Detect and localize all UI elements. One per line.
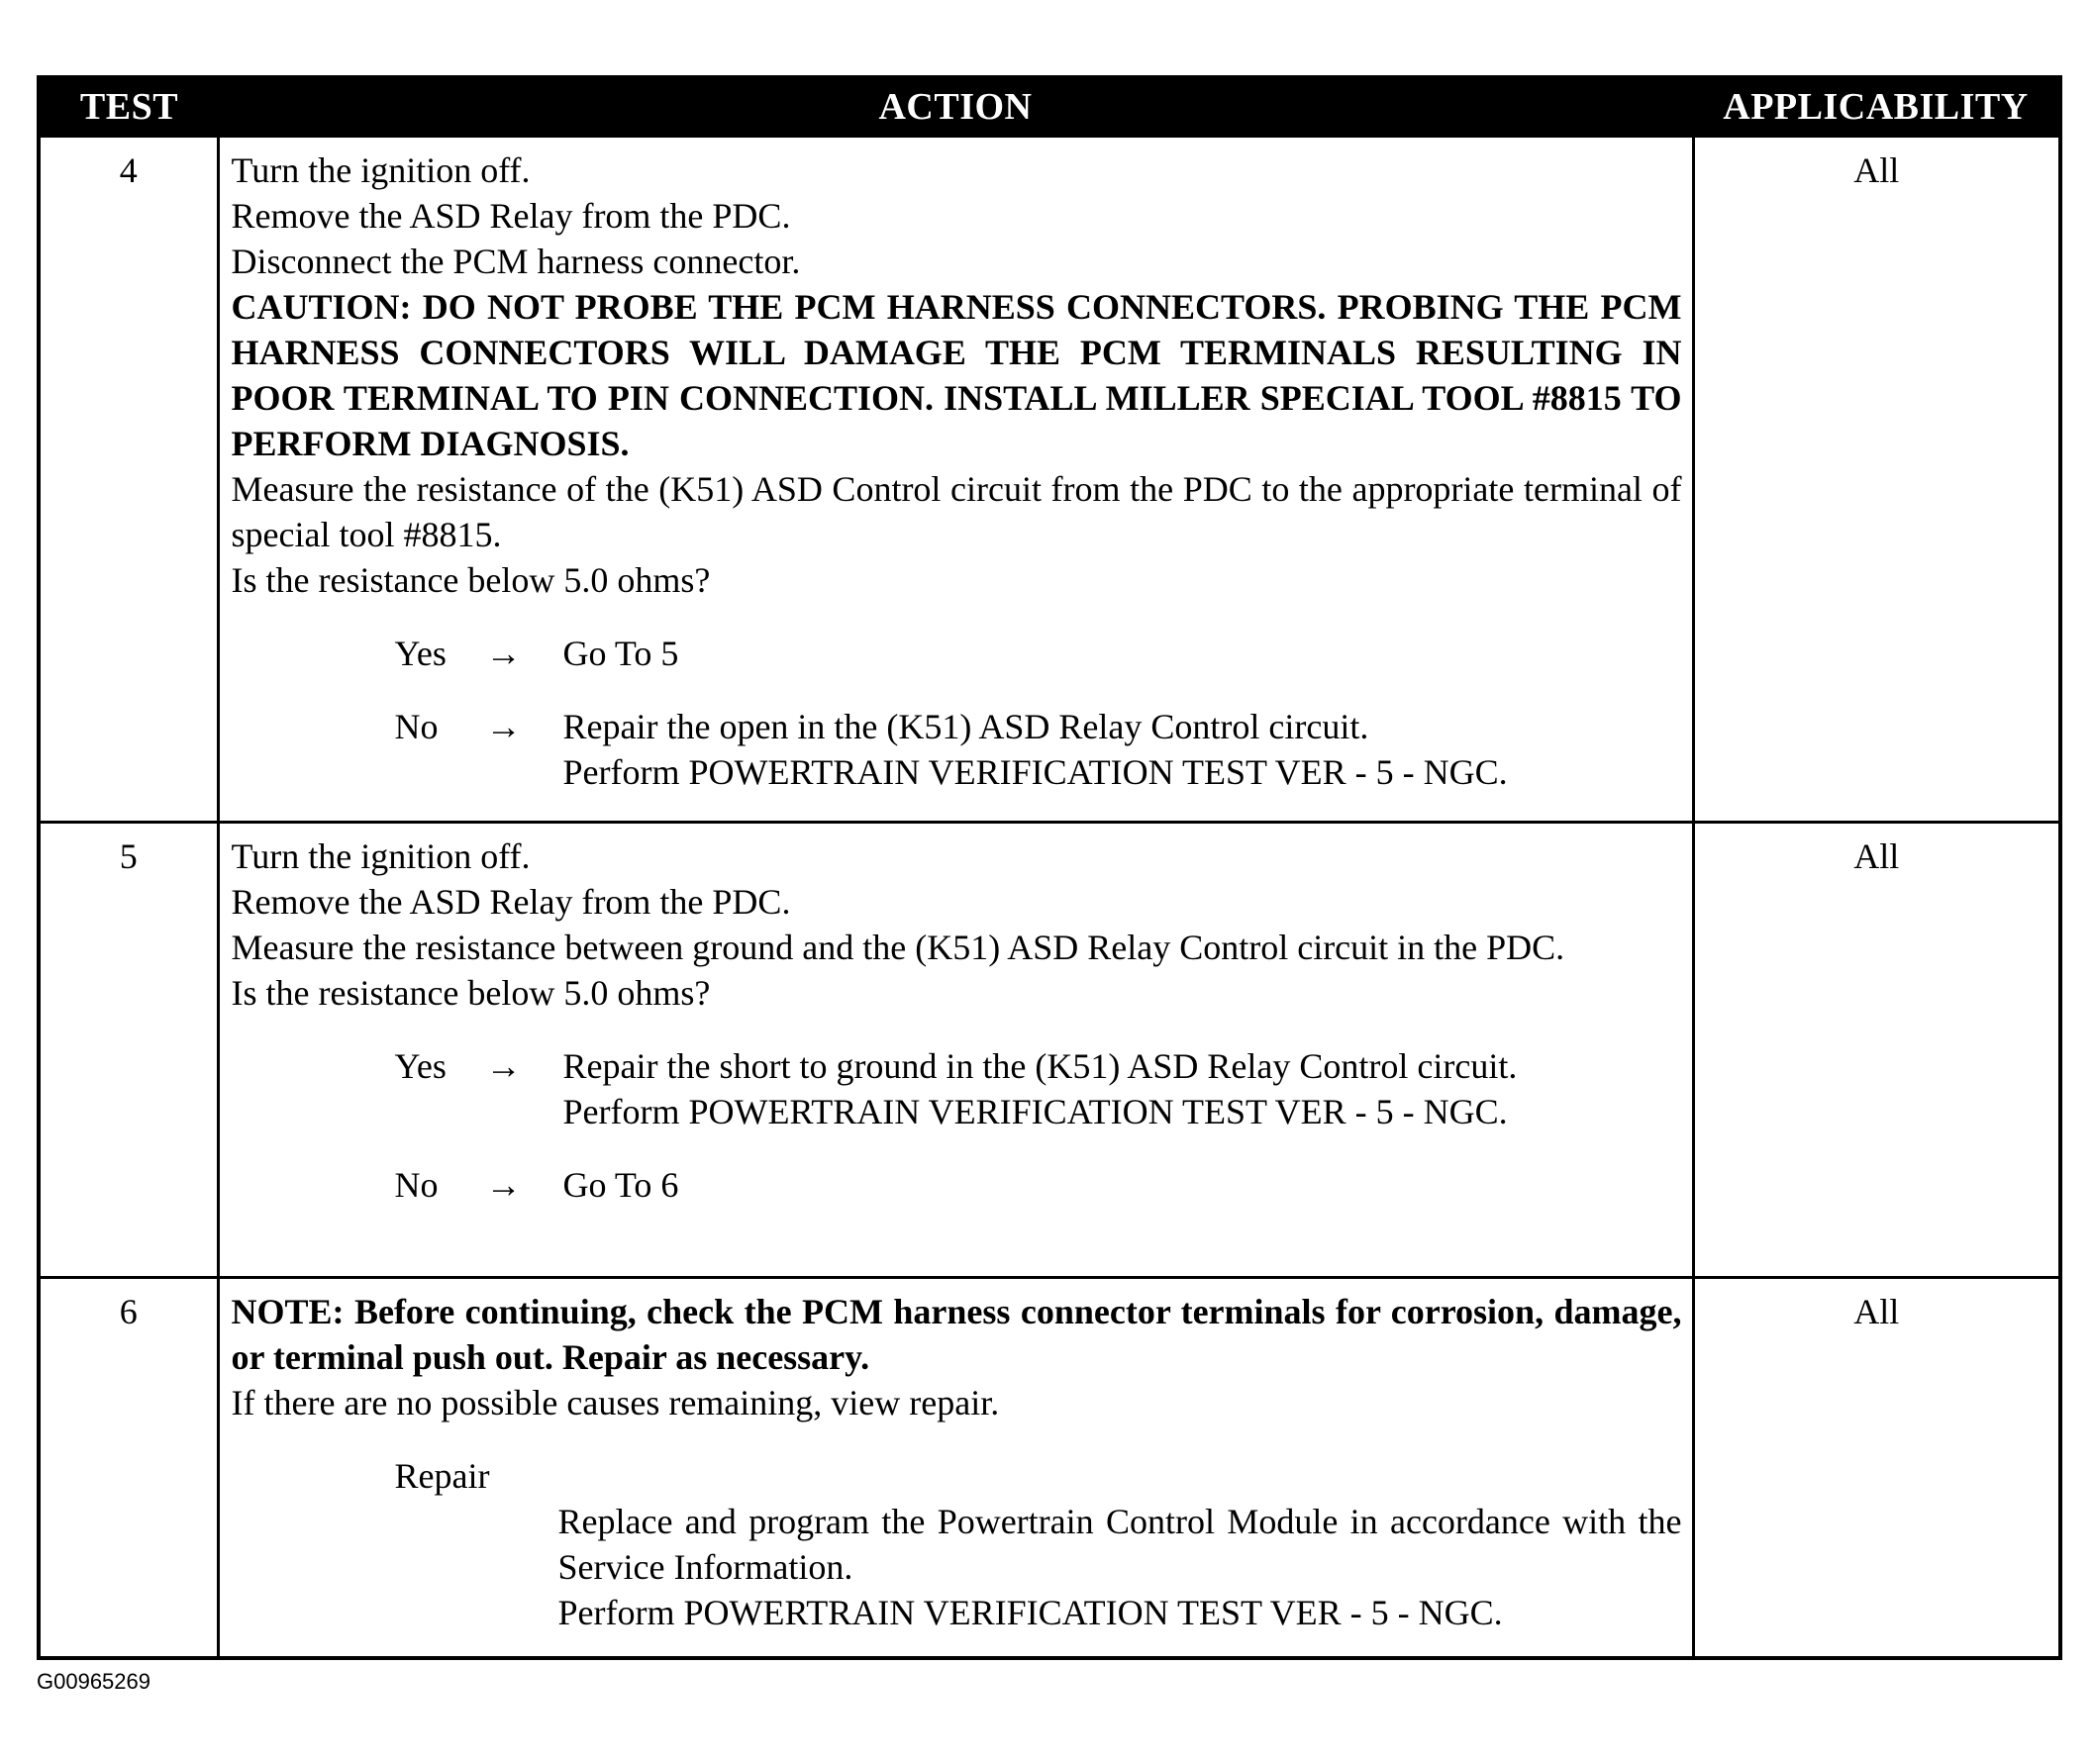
repair-verification: Perform POWERTRAIN VERIFICATION TEST VER - 5 - NGC. [557,1593,1503,1632]
caution-text: CAUTION: DO NOT PROBE THE PCM HARNESS CONNECTORS. PROBING THE PCM HARNESS CONNECTORS WILL DAMAGE THE PCM TERMINALS RESULTING IN POOR TERMINAL TO PIN CONNECTION. INSTALL MILLER SPECIAL TOOL #8815 TO PERFORM DIAGNOSIS. [231,287,1682,463]
header-test: TEST [39,77,218,137]
test-number: 5 [39,823,218,1278]
repair-instruction: Replace and program the Powertrain Control Module in accordance with the Service Information. [557,1502,1682,1587]
measure-step: Measure the resistance of the (K51) ASD Control circuit from the PDC to the appropriate terminal of special tool #8815. [231,469,1682,554]
header-applicability: APPLICABILITY [1693,77,2060,137]
table-row-test-5 [39,823,2060,1278]
no-label: No [394,707,439,746]
table-header-row [39,77,2060,137]
action-cell [218,823,1693,1278]
action-step: Turn the ignition off. [231,836,531,876]
branch-verification: Perform POWERTRAIN VERIFICATION TEST VER - 5 - NGC. [562,1092,1508,1131]
yes-label: Yes [394,1046,447,1086]
table-row-test-6 [39,1278,2060,1658]
branch-result: Go To 5 [562,634,679,673]
no-branch [232,704,1682,795]
question-text: Is the resistance below 5.0 ohms? [231,973,711,1013]
yes-label: Yes [394,634,447,673]
note-text: NOTE: Before continuing, check the PCM harness connector terminals for corrosion, damage, or terminal push out. Repair as necessary. [231,1292,1682,1377]
yes-branch [232,1043,1682,1134]
repair-label: Repair [394,1456,490,1496]
figure-id: G00965269 [37,1669,150,1694]
action-step: Disconnect the PCM harness connector. [231,242,801,281]
action-cell [218,137,1693,823]
header-action: ACTION [218,77,1693,137]
table-row-test-4 [39,137,2060,823]
branch-result: Go To 6 [562,1165,679,1205]
arrow-right-icon: → [485,1165,522,1205]
branch-result: Repair the short to ground in the (K51) ASD Relay Control circuit. [562,1046,1518,1086]
branch-result: Repair the open in the (K51) ASD Relay Control circuit. [562,707,1369,746]
arrow-right-icon: → [485,1046,522,1086]
applicability-value: All [1693,823,2060,1278]
action-cell [218,1278,1693,1658]
question-text: Is the resistance below 5.0 ohms? [231,560,711,600]
test-number: 6 [39,1278,218,1658]
arrow-right-icon: → [485,707,522,746]
action-step: If there are no possible causes remaining, view repair. [231,1383,1000,1422]
applicability-value: All [1693,137,2060,823]
applicability-value: All [1693,1278,2060,1658]
action-step: Turn the ignition off. [231,150,531,190]
branch-verification: Perform POWERTRAIN VERIFICATION TEST VER - 5 - NGC. [562,752,1508,792]
yes-branch [232,631,1682,676]
action-step: Remove the ASD Relay from the PDC. [231,196,791,236]
test-number: 4 [39,137,218,823]
action-step: Remove the ASD Relay from the PDC. [231,882,791,922]
measure-step: Measure the resistance between ground and the (K51) ASD Relay Control circuit in the PDC. [231,928,1565,967]
arrow-right-icon: → [485,634,522,673]
no-label: No [394,1165,439,1205]
diagnostic-test-table [37,75,2062,1660]
no-branch [232,1162,1682,1208]
